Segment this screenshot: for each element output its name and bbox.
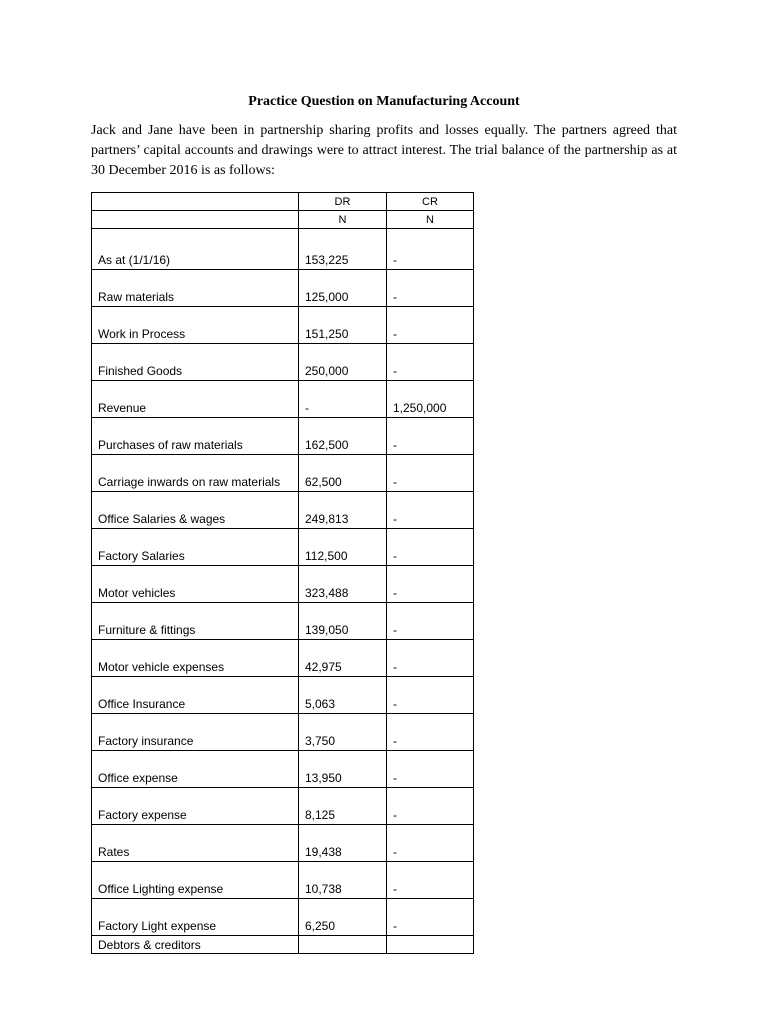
row-dr-value: 5,063 (299, 677, 387, 714)
row-cr-value: - (387, 603, 474, 640)
table-row (92, 862, 474, 899)
table-row (92, 529, 474, 566)
row-label: Purchases of raw materials (92, 418, 299, 455)
table-row (92, 492, 474, 529)
table-row (92, 714, 474, 751)
table-row (92, 566, 474, 603)
table-row (92, 640, 474, 677)
header-cell-cr-unit: N (387, 211, 474, 229)
row-cr-value: - (387, 825, 474, 862)
row-dr-value: 125,000 (299, 270, 387, 307)
row-dr-value (299, 936, 387, 954)
row-cr-value: - (387, 862, 474, 899)
row-cr-value: - (387, 640, 474, 677)
row-dr-value: 8,125 (299, 788, 387, 825)
row-cr-value: - (387, 566, 474, 603)
row-label: Raw materials (92, 270, 299, 307)
row-dr-value: 112,500 (299, 529, 387, 566)
row-cr-value: - (387, 270, 474, 307)
table-row (92, 751, 474, 788)
table-row (92, 788, 474, 825)
table-row (92, 936, 474, 954)
table-row (92, 455, 474, 492)
row-label: As at (1/1/16) (92, 229, 299, 270)
row-dr-value: 10,738 (299, 862, 387, 899)
row-dr-value: 13,950 (299, 751, 387, 788)
row-label: Office Lighting expense (92, 862, 299, 899)
header-cell-label (92, 193, 299, 211)
row-dr-value: 3,750 (299, 714, 387, 751)
row-cr-value: - (387, 455, 474, 492)
row-label: Revenue (92, 381, 299, 418)
header-cell-cr: CR (387, 193, 474, 211)
header-cell-label (92, 211, 299, 229)
table-row (92, 307, 474, 344)
header-cell-dr: DR (299, 193, 387, 211)
row-dr-value: 139,050 (299, 603, 387, 640)
row-label: Factory Salaries (92, 529, 299, 566)
table-row (92, 381, 474, 418)
table-header-row (92, 193, 474, 211)
intro-paragraph: Jack and Jane have been in partnership sharing profits and losses equally. The partners agreed that partners’ capital accounts and drawings were to attract interest. The trial balance of the partnership as at 30 December 2016 is as follows: (91, 123, 677, 178)
table-row (92, 677, 474, 714)
row-cr-value (387, 936, 474, 954)
table-header-row (92, 211, 474, 229)
row-label: Motor vehicle expenses (92, 640, 299, 677)
row-label: Factory insurance (92, 714, 299, 751)
row-label: Office Insurance (92, 677, 299, 714)
row-dr-value: 6,250 (299, 899, 387, 936)
header-cell-dr-unit: N (299, 211, 387, 229)
row-cr-value: - (387, 229, 474, 270)
table-row (92, 229, 474, 270)
row-dr-value: 249,813 (299, 492, 387, 529)
row-cr-value: - (387, 307, 474, 344)
row-label: Office expense (92, 751, 299, 788)
row-cr-value: - (387, 788, 474, 825)
table-row (92, 825, 474, 862)
row-cr-value: - (387, 899, 474, 936)
row-cr-value: 1,250,000 (387, 381, 474, 418)
row-dr-value: 162,500 (299, 418, 387, 455)
row-cr-value: - (387, 677, 474, 714)
row-dr-value: - (299, 381, 387, 418)
row-cr-value: - (387, 344, 474, 381)
row-label: Office Salaries & wages (92, 492, 299, 529)
table-row (92, 418, 474, 455)
row-cr-value: - (387, 529, 474, 566)
table-row (92, 344, 474, 381)
row-label: Finished Goods (92, 344, 299, 381)
row-label: Factory expense (92, 788, 299, 825)
row-label: Motor vehicles (92, 566, 299, 603)
row-cr-value: - (387, 418, 474, 455)
row-label: Debtors & creditors (92, 936, 299, 954)
row-dr-value: 42,975 (299, 640, 387, 677)
table-row (92, 270, 474, 307)
row-label: Carriage inwards on raw materials (92, 455, 299, 492)
row-label: Work in Process (92, 307, 299, 344)
row-cr-value: - (387, 751, 474, 788)
row-label: Factory Light expense (92, 899, 299, 936)
table-row (92, 899, 474, 936)
table-row (92, 603, 474, 640)
row-label: Rates (92, 825, 299, 862)
row-dr-value: 323,488 (299, 566, 387, 603)
row-dr-value: 153,225 (299, 229, 387, 270)
row-dr-value: 151,250 (299, 307, 387, 344)
row-cr-value: - (387, 714, 474, 751)
row-dr-value: 19,438 (299, 825, 387, 862)
row-dr-value: 250,000 (299, 344, 387, 381)
document-title: Practice Question on Manufacturing Account (248, 94, 520, 109)
row-dr-value: 62,500 (299, 455, 387, 492)
trial-balance-table (91, 192, 474, 954)
row-cr-value: - (387, 492, 474, 529)
row-label: Furniture & fittings (92, 603, 299, 640)
